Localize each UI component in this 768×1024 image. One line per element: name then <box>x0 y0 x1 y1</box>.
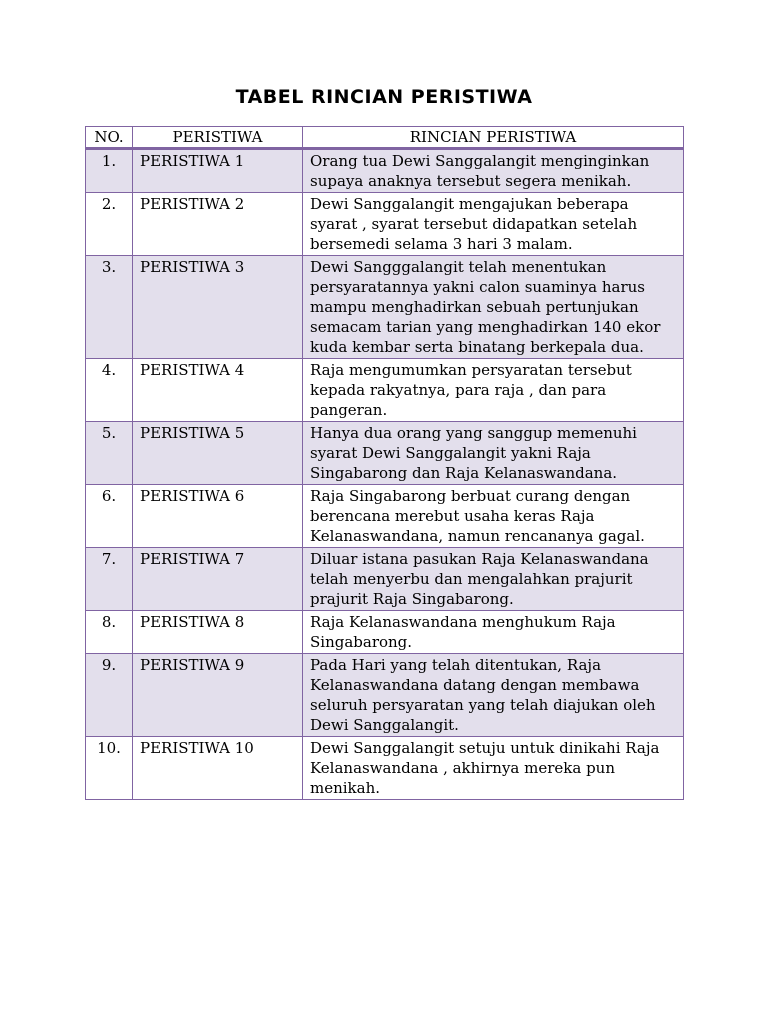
table-row <box>86 485 684 548</box>
row-detail: Dewi Sangggalangit telah menentukan persyaratannya yakni calon suaminya harus mampu menghadirkan sebuah pertunjukan semacam tarian yang menghadirkan 140 ekor kuda kembar serta binatang berkepala dua. <box>303 256 684 359</box>
row-detail: Hanya dua orang yang sanggup memenuhi syarat Dewi Sanggalangit yakni Raja Singabarong dan Raja Kelanaswandana. <box>303 422 684 485</box>
table-row <box>86 737 684 800</box>
row-number: 10. <box>86 737 133 800</box>
page-title: TABEL RINCIAN PERISTIWA <box>235 86 533 108</box>
row-event: PERISTIWA 5 <box>133 422 303 485</box>
row-event: PERISTIWA 10 <box>133 737 303 800</box>
row-event: PERISTIWA 6 <box>133 485 303 548</box>
row-number: 5. <box>86 422 133 485</box>
row-detail: Dewi Sanggalangit setuju untuk dinikahi Raja Kelanaswandana , akhirnya mereka pun menikah. <box>303 737 684 800</box>
row-number: 8. <box>86 611 133 654</box>
row-event: PERISTIWA 3 <box>133 256 303 359</box>
table-row <box>86 193 684 256</box>
row-number: 4. <box>86 359 133 422</box>
row-event: PERISTIWA 1 <box>133 149 303 193</box>
row-detail: Orang tua Dewi Sanggalangit menginginkan supaya anaknya tersebut segera menikah. <box>303 149 684 193</box>
row-number: 9. <box>86 654 133 737</box>
header-no: NO. <box>86 127 133 149</box>
row-event: PERISTIWA 7 <box>133 548 303 611</box>
table-row <box>86 548 684 611</box>
header-event: PERISTIWA <box>133 127 303 149</box>
row-detail: Raja Kelanaswandana menghukum Raja Singabarong. <box>303 611 684 654</box>
row-number: 1. <box>86 149 133 193</box>
table-row <box>86 149 684 193</box>
header-detail: RINCIAN PERISTIWA <box>303 127 684 149</box>
table-row <box>86 256 684 359</box>
row-event: PERISTIWA 4 <box>133 359 303 422</box>
table-header-row <box>86 127 684 149</box>
row-number: 2. <box>86 193 133 256</box>
row-event: PERISTIWA 2 <box>133 193 303 256</box>
row-detail: Diluar istana pasukan Raja Kelanaswandana telah menyerbu dan mengalahkan prajurit prajurit Raja Singabarong. <box>303 548 684 611</box>
row-number: 7. <box>86 548 133 611</box>
row-detail: Raja Singabarong berbuat curang dengan berencana merebut usaha keras Raja Kelanaswandana, namun rencananya gagal. <box>303 485 684 548</box>
row-event: PERISTIWA 8 <box>133 611 303 654</box>
table-row <box>86 611 684 654</box>
table-row <box>86 654 684 737</box>
events-table <box>85 126 684 800</box>
row-number: 6. <box>86 485 133 548</box>
row-detail: Pada Hari yang telah ditentukan, Raja Kelanaswandana datang dengan membawa seluruh persyaratan yang telah diajukan oleh Dewi Sanggalangit. <box>303 654 684 737</box>
row-detail: Raja mengumumkan persyaratan tersebut kepada rakyatnya, para raja , dan para pangeran. <box>303 359 684 422</box>
row-event: PERISTIWA 9 <box>133 654 303 737</box>
row-detail: Dewi Sanggalangit mengajukan beberapa syarat , syarat tersebut didapatkan setelah bersemedi selama 3 hari 3 malam. <box>303 193 684 256</box>
row-number: 3. <box>86 256 133 359</box>
table-row <box>86 422 684 485</box>
table-row <box>86 359 684 422</box>
